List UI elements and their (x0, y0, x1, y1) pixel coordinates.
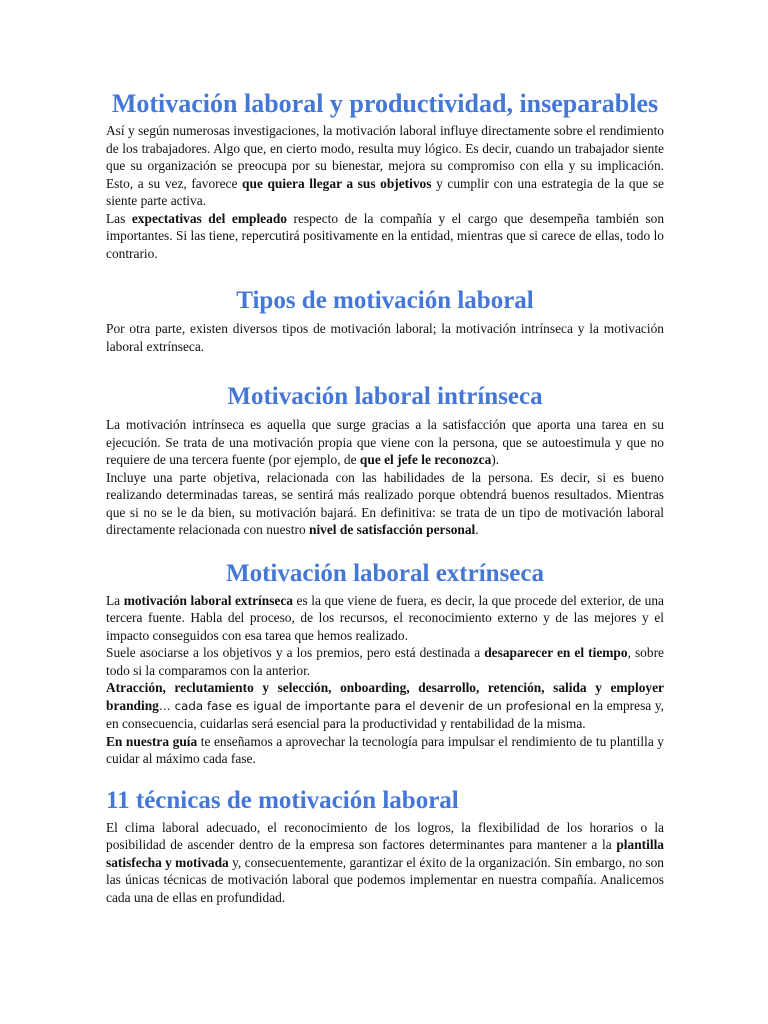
paragraph-extrinseca-4 (106, 733, 664, 768)
paragraph-intrinseca-1 (106, 416, 664, 469)
paragraph-productividad-1 (106, 122, 664, 210)
text-run: Las (106, 210, 132, 226)
text-run: te enseñamos a aprovechar la tecnología para impulsar el rendimiento de tu plantilla y cuidar al máximo cada fase. (106, 733, 664, 767)
text-run: . (475, 522, 479, 538)
sans-run: … cada fase es igual de importante para el devenir de un profesional en (158, 698, 590, 713)
paragraph-extrinseca-1 (106, 592, 664, 645)
section-title-intrinseca: Motivación laboral intrínseca (227, 383, 543, 411)
bold-run: En nuestra guía (106, 733, 198, 749)
text-run: es la que viene de fuera, es decir, la que procede del exterior, de una tercera fuente. Habla del proceso, de los recursos, el reconocimiento externo y de las mejores y el impacto conseguidos con esa tarea que hemos realizado. (106, 592, 664, 643)
text-run: respecto de la compañía y el cargo que desempeña también son importantes. Si las tiene, repercutirá positivamente en la entidad, mientras que si carece de ellas, todo lo contrario. (106, 210, 665, 261)
bold-run: Atracción, reclutamiento y selección, onboarding, desarrollo, retención, salida y employer branding (106, 680, 664, 713)
bold-run: que el jefe le reconozca (359, 452, 492, 468)
bold-run: motivación laboral extrínseca (123, 592, 293, 608)
section-title-productividad: Motivación laboral y productividad, inseparables (111, 89, 659, 118)
section-title-tipos: Tipos de motivación laboral (236, 287, 534, 315)
bold-run: plantilla satisfecha y motivada (106, 837, 664, 870)
section-title-tecnicas: 11 técnicas de motivación laboral (106, 786, 459, 814)
text-run: Así y según numerosas investigaciones, la motivación laboral influye directamente sobre el rendimiento de los trabajadores. Algo que, en cierto modo, resulta muy lógico. Es decir, cuando un trabajador siente que su organización se preocupa por su bienestar, mejora su compromiso con ella y su implicación. Esto, a su vez, favorece (106, 123, 664, 191)
paragraph-intrinseca-2 (106, 469, 664, 539)
paragraph-extrinseca-2 (106, 644, 664, 679)
paragraph-tecnicas-1 (106, 819, 664, 907)
text-run: Incluye una parte objetiva, relacionada con las habilidades de la persona. Es decir, si es bueno realizando determinadas tareas, se sentirá más realizado porque obtendrá buenos resultados. Mientras que si no se le da bien, su motivación bajará. En definitiva: se trata de un tipo de motivación laboral directamente relacionada con nuestro (106, 469, 664, 538)
text-run: y cumplir con una estrategia de la que se siente parte activa. (106, 175, 665, 209)
text-run: y, consecuentemente, garantizar el éxito de la organización. Sin embargo, no son las únicas técnicas de motivación laboral que podemos implementar en nuestra compañía. Analicemos cada una de ellas en profundidad. (106, 854, 664, 905)
text-run: Suele asociarse a los objetivos y a los premios, pero está destinada a (106, 645, 485, 661)
bold-run: nivel de satisfacción personal (309, 522, 476, 538)
text-run: La motivación intrínseca es aquella que surge gracias a la satisfacción que aporta una tarea en su ejecución. Se trata de una motivación propia que viene con la persona, que se autoestimula y que no requiere de una tercera fuente (por ejemplo, de (106, 417, 664, 468)
paragraph-tipos-1: Por otra parte, existen diversos tipos de motivación laboral; la motivación intrínseca y la motivación laboral extrínseca. (106, 321, 664, 354)
text-run: ). (491, 452, 500, 468)
paragraph-extrinseca-3 (106, 679, 664, 733)
paragraph-productividad-2 (106, 210, 664, 263)
text-run: La (106, 592, 124, 608)
bold-run: que quiera llegar a sus objetivos (242, 175, 432, 191)
text-run: , sobre todo si la comparamos con la anterior. (106, 645, 664, 678)
text-run: El clima laboral adecuado, el reconocimiento de los logros, la flexibilidad de los horarios o la posibilidad de ascender dentro de la empresa son factores determinantes para mantener a la (106, 819, 664, 853)
bold-run: desaparecer en el tiempo (484, 645, 628, 661)
section-title-extrinseca: Motivación laboral extrínseca (226, 559, 544, 587)
bold-run: expectativas del empleado (131, 210, 287, 226)
text-run: la empresa y, en consecuencia, cuidarlas será esencial para la productividad y rentabilidad de la misma. (106, 697, 664, 732)
